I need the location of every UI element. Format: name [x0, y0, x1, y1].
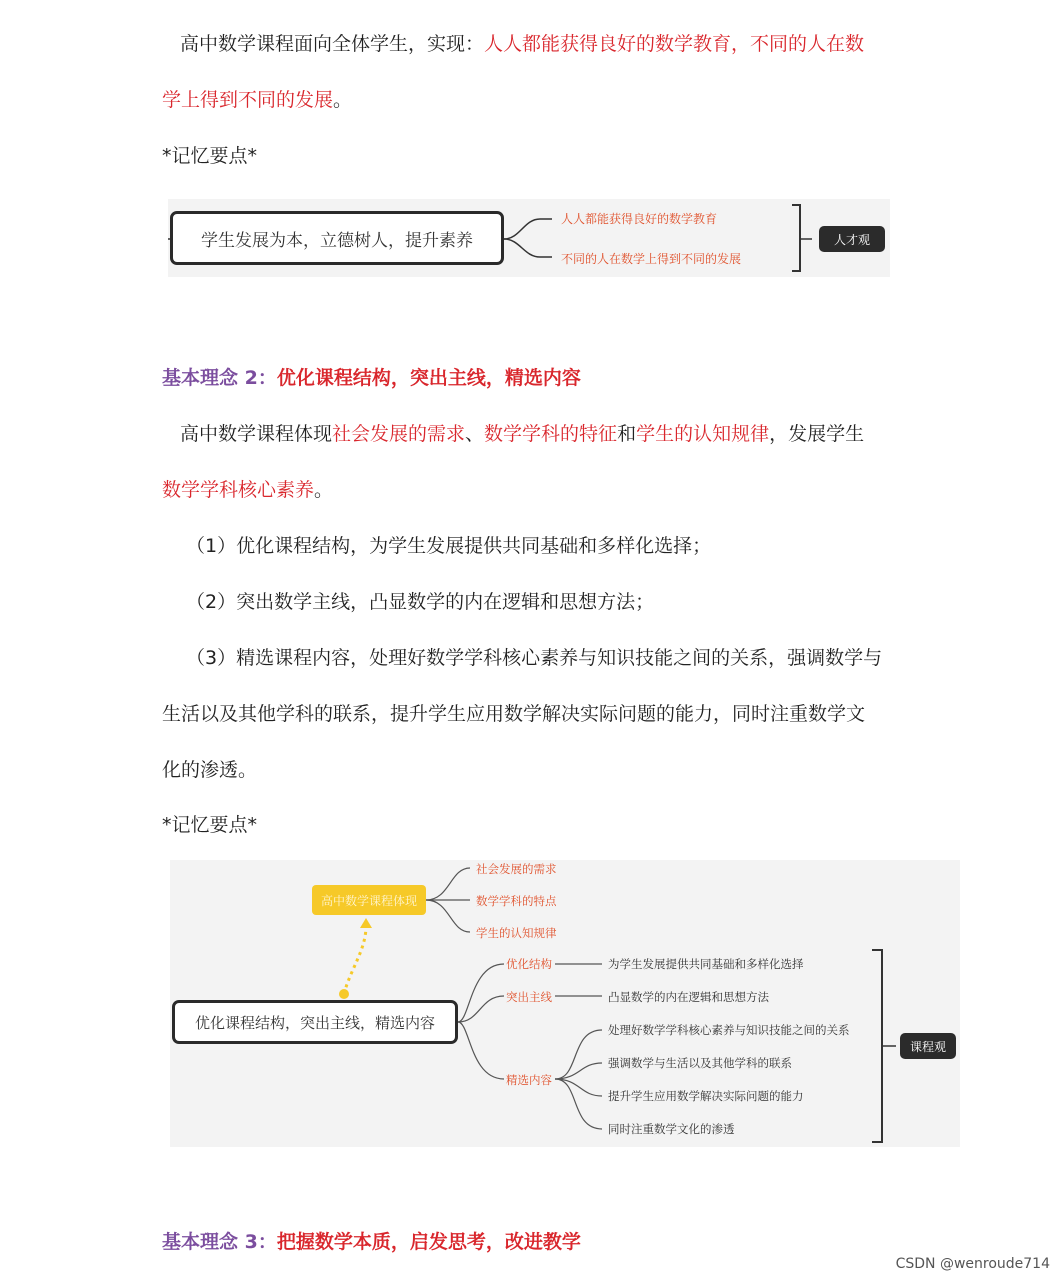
mindmap-root: 优化课程结构，突出主线，精选内容	[172, 1000, 458, 1044]
mindmap-leaf: 同时注重数学文化的渗透	[608, 1122, 735, 1136]
para2-highlight: 数学学科的特征	[484, 423, 618, 445]
concept3-label: 基本理念 3：	[162, 1231, 277, 1253]
list-item: （2）突出数学主线，凸显数学的内在逻辑和思想方法；	[186, 591, 655, 613]
mindmap-leaf: 为学生发展提供共同基础和多样化选择	[608, 957, 804, 971]
concept3-heading	[162, 1230, 581, 1254]
mindmap-curriculum-view	[170, 860, 960, 1147]
list-item-cont: 化的渗透。	[162, 759, 258, 781]
para2-line-2	[162, 478, 333, 502]
mindmap-root: 学生发展为本，立德树人，提升素养	[170, 211, 504, 265]
concept3-title: 把握数学本质，启发思考，改进教学	[276, 1231, 581, 1253]
memo-label: *记忆要点*	[162, 814, 258, 836]
para2-highlight: 社会发展的需求	[332, 423, 466, 445]
concept2-heading	[162, 366, 581, 390]
mindmap-leaf: 提升学生应用数学解决实际问题的能力	[608, 1089, 804, 1103]
list-item: （1）优化课程结构，为学生发展提供共同基础和多样化选择；	[186, 535, 712, 557]
concept2-label: 基本理念 2：	[162, 367, 277, 389]
mindmap-leaf: 强调数学与生活以及其他学科的联系	[608, 1056, 792, 1070]
para2-text: 高中数学课程体现	[180, 423, 333, 445]
intro-prefix: 高中数学课程面向全体学生，实现：	[180, 33, 485, 55]
tag-curriculum-view: 课程观	[900, 1033, 956, 1059]
concept2-title: 优化课程结构，突出主线，精选内容	[276, 367, 581, 389]
mindmap-branch: 人人都能获得良好的数学教育	[561, 212, 718, 226]
mindmap-yellow-child: 数学学科的特点	[476, 894, 557, 908]
list-item-cont: 生活以及其他学科的联系，提升学生应用数学解决实际问题的能力，同时注重数学文	[162, 703, 866, 725]
para2-text: ，发展学生	[769, 423, 865, 445]
mindmap-leaf: 处理好数学学科核心素养与知识技能之间的关系	[608, 1023, 850, 1037]
intro-highlight: 人人都能获得良好的数学教育，不同的人在数	[484, 33, 865, 55]
mindmap-branch: 突出主线	[506, 990, 552, 1004]
para2-line-1	[180, 422, 864, 446]
para2-text: 。	[314, 479, 334, 501]
mindmap-yellow-node: 高中数学课程体现	[312, 885, 426, 915]
intro-line-2	[162, 88, 352, 112]
memo-label: *记忆要点*	[162, 145, 258, 167]
para2-text: 、	[465, 423, 485, 445]
para2-text: 和	[617, 423, 637, 445]
mindmap-leaf: 凸显数学的内在逻辑和思想方法	[608, 990, 769, 1004]
intro-suffix: 。	[333, 89, 353, 111]
intro-line-1	[180, 32, 864, 56]
intro-highlight-cont: 学上得到不同的发展	[162, 89, 334, 111]
mindmap-branch: 不同的人在数学上得到不同的发展	[561, 252, 742, 266]
mindmap-yellow-child: 社会发展的需求	[476, 862, 557, 876]
list-item: （3）精选课程内容，处理好数学学科核心素养与知识技能之间的关系，强调数学与	[186, 647, 883, 669]
para2-highlight: 学生的认知规律	[636, 423, 770, 445]
mindmap-talent-view	[168, 199, 890, 277]
mindmap-branch: 优化结构	[506, 957, 552, 971]
para2-highlight: 数学学科核心素养	[162, 479, 315, 501]
mindmap-branch: 精选内容	[506, 1073, 552, 1087]
tag-talent-view: 人才观	[819, 226, 885, 252]
mindmap-yellow-child: 学生的认知规律	[476, 926, 557, 940]
watermark: CSDN @wenroude714	[895, 1256, 1050, 1272]
